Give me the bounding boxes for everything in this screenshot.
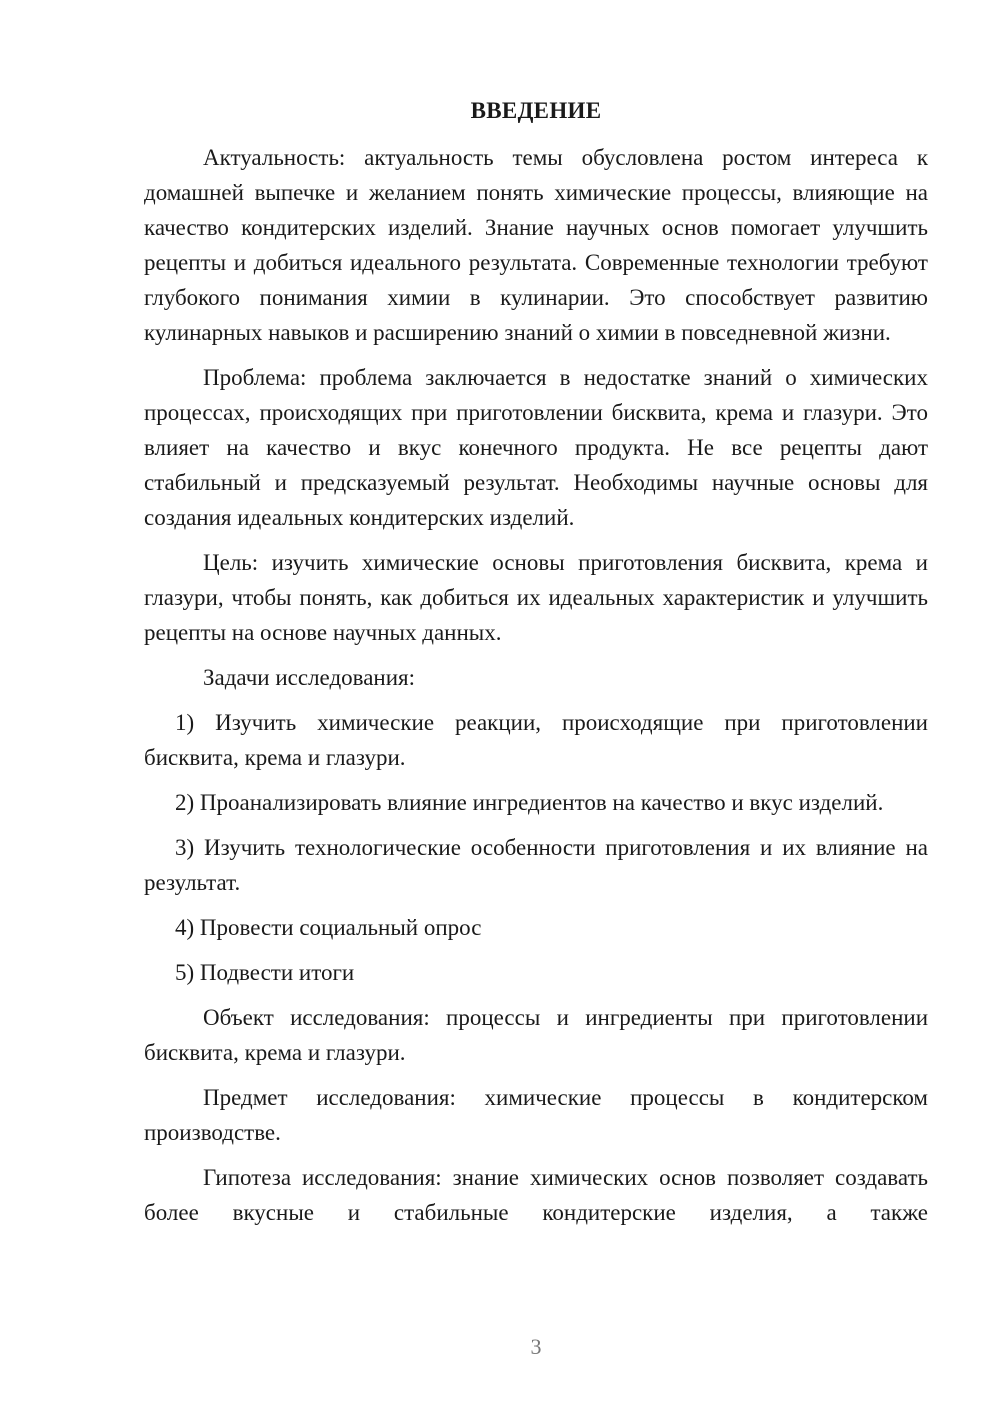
task-item-3: 3) Изучить технологические особенности приготовления и их влияние на результат.: [144, 835, 928, 895]
problem-paragraph: Проблема: проблема заключается в недостатке знаний о химических процессах, происходящих при приготовлении бисквита, крема и глазури. Это влияет на качество и вкус конечного продукта. Не все рецепты дают стабильный и предсказуемый результат. Необходимы научные основы для создания идеальных кондитерских изделий.: [144, 365, 928, 530]
relevance-paragraph: Актуальность: актуальность темы обусловлена ростом интереса к домашней выпечке и желанием понять химические процессы, влияющие на качество кондитерских изделий. Знание научных основ помогает улучшить рецепты и добиться идеального результата. Современные технологии требуют глубокого понимания химии в кулинарии. Это способствует развитию кулинарных навыков и расширению знаний о химии в повседневной жизни.: [144, 145, 928, 345]
task-item-1: 1) Изучить химические реакции, происходящие при приготовлении бисквита, крема и глазури.: [144, 710, 928, 770]
goal-paragraph: Цель: изучить химические основы приготовления бисквита, крема и глазури, чтобы понять, как добиться их идеальных характеристик и улучшить рецепты на основе научных данных.: [144, 550, 928, 645]
page-content: [144, 96, 928, 1230]
hypothesis-paragraph: Гипотеза исследования: знание химических основ позволяет создавать более вкусные и стабильные кондитерские изделия, а также: [144, 1165, 928, 1225]
task-item-4: 4) Провести социальный опрос: [175, 915, 482, 940]
tasks-heading: Задачи исследования:: [203, 665, 416, 690]
object-paragraph: Объект исследования: процессы и ингредиенты при приготовлении бисквита, крема и глазури.: [144, 1005, 928, 1065]
task-item-5: 5) Подвести итоги: [175, 960, 355, 985]
page-number: 3: [530, 1334, 542, 1359]
task-item-2: 2) Проанализировать влияние ингредиентов на качество и вкус изделий.: [175, 790, 884, 815]
subject-paragraph: Предмет исследования: химические процессы в кондитерском производстве.: [144, 1085, 928, 1145]
page-title: ВВЕДЕНИЕ: [470, 98, 602, 123]
